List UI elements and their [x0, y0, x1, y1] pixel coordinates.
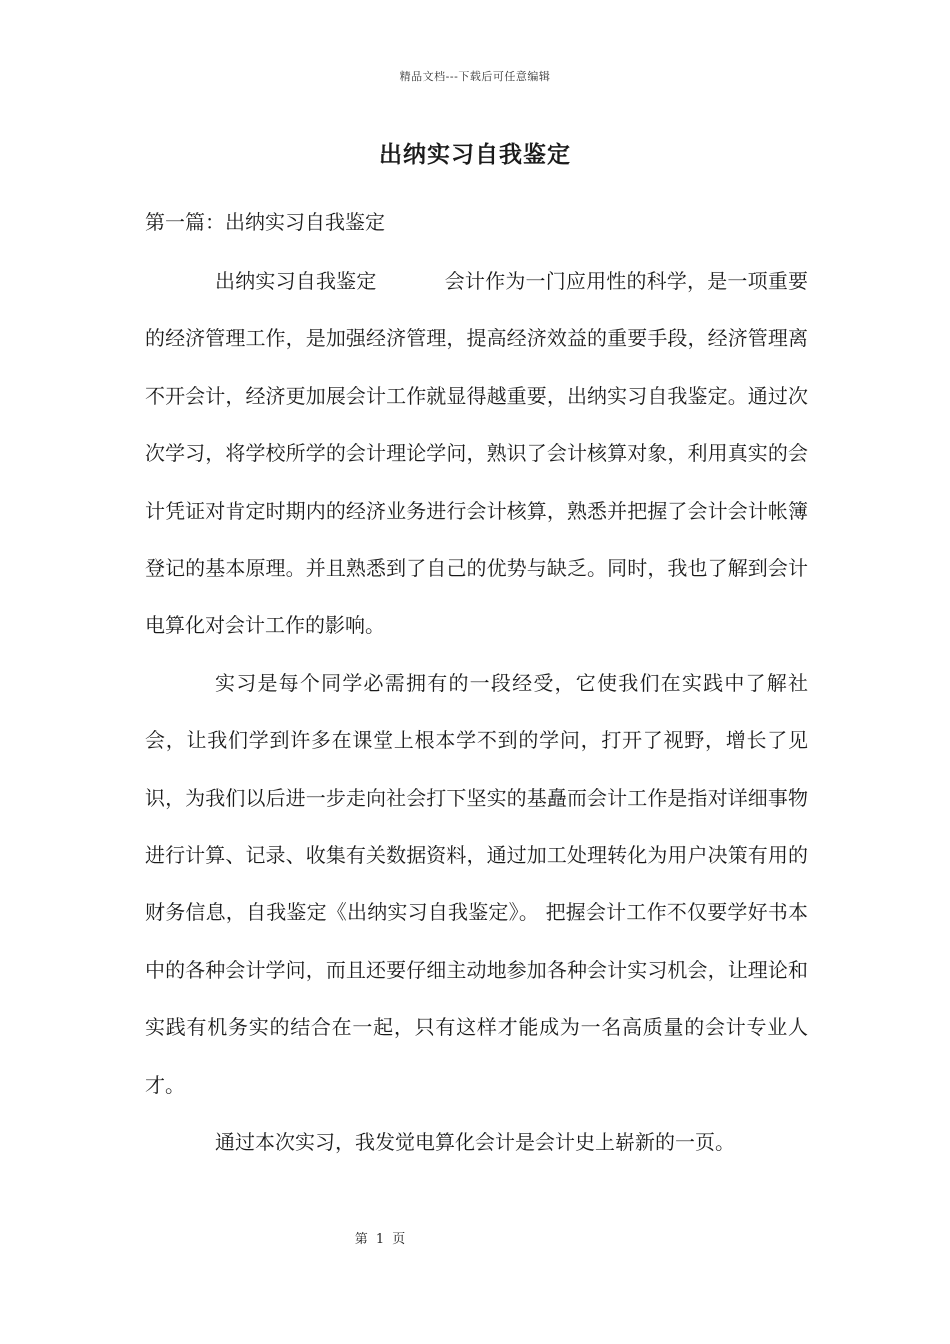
page-number: 第 1 页: [354, 1232, 406, 1247]
paragraph-1: [145, 253, 808, 655]
document-title: 出纳实习自我鉴定: [379, 141, 571, 168]
paragraph-2: 实习是每个同学必需拥有的一段经受，它使我们在实践中了解社会，让我们学到许多在课堂上根本学不到的学问，打开了视野，增长了见识，为我们以后进一步走向社会打下坚实的基矗而会计工作是指对详细事物进行计算、记录、收集有关数据资料，通过加工处理转化为用户决策有用的财务信息，自我鉴定《出纳实习自我鉴定》。 把握会计工作不仅要学好书本中的各种会计学问，而且还要仔细主动地参加各种会计实习机会，让理论和实践有机务实的结合在一起，只有这样才能成为一名高质量的会计专业人才。: [145, 670, 808, 1097]
body-text: [145, 253, 808, 1172]
section-heading: 第一篇：出纳实习自我鉴定: [145, 210, 385, 234]
paragraph-3: 通过本次实习，我发觉电算化会计是会计史上崭新的一页。: [215, 1130, 735, 1155]
header-note: 精品文档---下载后可任意编辑: [399, 70, 551, 83]
paragraph-1-body: 会计作为一门应用性的科学，是一项重要的经济管理工作，是加强经济管理，提高经济效益的重要手段，经济管理离不开会计，经济更加展会计工作就显得越重要，出纳实习自我鉴定。通过次次学习，将学校所学的会计理论学问，熟识了会计核算对象，利用真实的会计凭证对肯定时期内的经济业务进行会计核算，熟悉并把握了会计会计帐簿登记的基本原理。并且熟悉到了自己的优势与缺乏。同时，我也了解到会计电算化对会计工作的影响。: [145, 269, 809, 638]
paragraph-1-lead: 出纳实习自我鉴定: [215, 269, 377, 293]
